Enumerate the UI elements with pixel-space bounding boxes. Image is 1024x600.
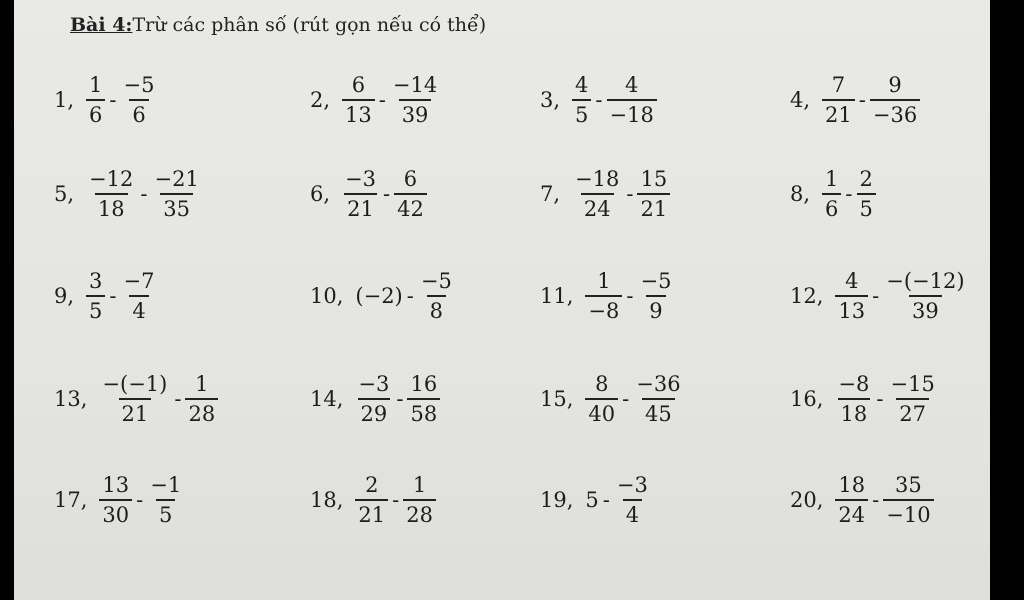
second-fraction: [403, 472, 436, 528]
problem-16: [790, 371, 940, 427]
first-fraction: [99, 371, 170, 427]
numerator: 8: [595, 372, 609, 396]
denominator: 18: [838, 398, 871, 427]
first-fraction: [835, 268, 868, 324]
numerator: 1: [597, 269, 611, 293]
numerator: −3: [616, 473, 648, 497]
exercise-number: Bài 4:: [70, 14, 133, 36]
first-fraction: [342, 166, 379, 222]
problem-number: 17,: [54, 488, 88, 512]
minus-sign: -: [109, 88, 117, 112]
first-fraction: [99, 472, 132, 528]
second-fraction: [637, 166, 670, 222]
second-fraction: [185, 371, 218, 427]
numerator: −36: [636, 372, 681, 396]
problem-number: 1,: [54, 88, 75, 112]
second-fraction: [394, 166, 427, 222]
denominator: 24: [581, 193, 614, 222]
numerator: −(−12): [886, 269, 965, 293]
denominator: 6: [129, 99, 148, 128]
problem-number: 15,: [540, 387, 574, 411]
numerator: 4: [575, 73, 589, 97]
problem-number: 9,: [54, 284, 75, 308]
denominator: 39: [909, 295, 942, 324]
first-fraction: [822, 166, 841, 222]
problem-2: [310, 72, 442, 128]
denominator: 5: [156, 499, 175, 528]
second-fraction: [407, 371, 440, 427]
numerator: 15: [640, 167, 668, 191]
denominator: 21: [119, 398, 152, 427]
denominator: 42: [394, 193, 427, 222]
minus-sign: -: [392, 488, 400, 512]
problem-4: [790, 72, 922, 128]
numerator: 4: [845, 269, 859, 293]
problem-number: 2,: [310, 88, 331, 112]
minus-sign: -: [174, 387, 182, 411]
denominator: 4: [623, 499, 642, 528]
problem-number: 18,: [310, 488, 344, 512]
minus-sign: -: [626, 182, 634, 206]
problem-number: 12,: [790, 284, 824, 308]
first-fraction: [86, 166, 136, 222]
denominator: 58: [407, 398, 440, 427]
problem-number: 13,: [54, 387, 88, 411]
minus-sign: -: [140, 182, 148, 206]
numerator: 1: [412, 473, 427, 497]
second-fraction: [887, 371, 937, 427]
numerator: −3: [358, 372, 390, 396]
denominator: 39: [399, 99, 432, 128]
numerator: 6: [351, 73, 366, 97]
numerator: 35: [895, 473, 922, 497]
minus-sign: -: [595, 88, 603, 112]
denominator: 21: [344, 193, 377, 222]
problem-number: 20,: [790, 488, 824, 512]
numerator: 18: [838, 473, 866, 497]
numerator: 9: [888, 73, 902, 97]
denominator: 8: [427, 295, 446, 324]
problem-18: [310, 472, 438, 528]
first-fraction: [835, 472, 868, 528]
numerator: −5: [123, 73, 155, 97]
denominator: −8: [585, 295, 622, 324]
numerator: −18: [575, 167, 620, 191]
minus-sign: -: [626, 284, 634, 308]
minus-sign: -: [858, 88, 866, 112]
first-fraction: [585, 268, 622, 324]
exercise-title: [70, 14, 486, 36]
denominator: 24: [835, 499, 868, 528]
second-fraction: [857, 166, 876, 222]
numerator: 6: [403, 167, 418, 191]
denominator: −36: [870, 99, 920, 128]
problem-1: [54, 72, 160, 128]
numerator: 13: [102, 473, 130, 497]
denominator: 5: [572, 99, 591, 128]
numerator: −3: [345, 167, 377, 191]
first-fraction: [355, 472, 388, 528]
denominator: 13: [835, 295, 868, 324]
numerator: 16: [410, 372, 438, 396]
second-fraction: [121, 268, 158, 324]
numerator: 1: [195, 372, 209, 396]
denominator: 28: [403, 499, 436, 528]
second-fraction: [614, 472, 651, 528]
problem-number: 6,: [310, 182, 331, 206]
problem-number: 8,: [790, 182, 811, 206]
minus-sign: -: [383, 182, 391, 206]
numerator: −12: [89, 167, 134, 191]
numerator: 7: [831, 73, 846, 97]
problem-number: 11,: [540, 284, 574, 308]
second-fraction: [151, 166, 201, 222]
second-fraction: [637, 268, 674, 324]
problem-20: [790, 472, 936, 528]
problem-14: [310, 371, 442, 427]
problem-number: 3,: [540, 88, 561, 112]
numerator: −5: [640, 269, 672, 293]
numerator: −5: [420, 269, 452, 293]
first-fraction: [572, 166, 622, 222]
first-fraction: [822, 72, 855, 128]
denominator: 27: [896, 398, 929, 427]
numerator: 1: [825, 167, 839, 191]
denominator: 18: [95, 193, 128, 222]
first-fraction: [572, 72, 591, 128]
minus-sign: -: [845, 182, 853, 206]
problem-15: [540, 371, 686, 427]
denominator: 30: [99, 499, 132, 528]
exercise-instruction: Trừ các phân số (rút gọn nếu có thể): [132, 14, 487, 36]
numerator: 3: [89, 269, 103, 293]
numerator: −1: [150, 473, 182, 497]
problem-19: [540, 472, 653, 528]
minus-sign: -: [872, 488, 880, 512]
first-fraction: [835, 371, 872, 427]
second-fraction: [147, 472, 184, 528]
problem-10: [310, 268, 457, 324]
problem-9: [54, 268, 160, 324]
first-fraction: [86, 268, 105, 324]
problem-12: [790, 268, 970, 324]
problem-11: [540, 268, 676, 324]
denominator: 21: [637, 193, 670, 222]
denominator: 45: [642, 398, 675, 427]
problem-17: [54, 472, 186, 528]
second-fraction: [418, 268, 455, 324]
second-fraction: [883, 268, 967, 324]
denominator: 40: [585, 398, 618, 427]
second-fraction: [870, 72, 920, 128]
numerator: 2: [365, 473, 379, 497]
problem-5: [54, 166, 204, 222]
numerator: −14: [392, 73, 438, 97]
problem-number: 4,: [790, 88, 811, 112]
problem-number: 5,: [54, 182, 75, 206]
second-fraction: [883, 472, 933, 528]
minus-sign: -: [406, 284, 414, 308]
first-fraction: [86, 72, 105, 128]
denominator: 28: [185, 398, 218, 427]
whole-number: (−2): [355, 284, 403, 308]
worksheet-paper: [14, 0, 990, 600]
first-fraction: [585, 371, 618, 427]
numerator: 2: [859, 167, 873, 191]
problem-7: [540, 166, 672, 222]
denominator: 9: [646, 295, 665, 324]
denominator: −18: [607, 99, 657, 128]
numerator: −(−1): [102, 372, 168, 396]
denominator: 6: [86, 99, 105, 128]
problem-number: 16,: [790, 387, 824, 411]
denominator: 21: [355, 499, 388, 528]
denominator: 5: [857, 193, 876, 222]
denominator: 5: [86, 295, 105, 324]
whole-number: 5: [585, 488, 599, 512]
denominator: 13: [342, 99, 375, 128]
numerator: −7: [123, 269, 155, 293]
second-fraction: [390, 72, 440, 128]
minus-sign: -: [622, 387, 630, 411]
numerator: 1: [89, 73, 103, 97]
minus-sign: -: [396, 387, 404, 411]
problem-13: [54, 371, 220, 427]
second-fraction: [607, 72, 657, 128]
problem-3: [540, 72, 659, 128]
numerator: −15: [890, 372, 935, 396]
minus-sign: -: [378, 88, 386, 112]
denominator: 4: [129, 295, 148, 324]
first-fraction: [355, 371, 392, 427]
problem-number: 10,: [310, 284, 344, 308]
second-fraction: [121, 72, 158, 128]
problem-8: [790, 166, 878, 222]
minus-sign: -: [136, 488, 144, 512]
numerator: −21: [154, 167, 199, 191]
problem-number: 7,: [540, 182, 561, 206]
first-fraction: [342, 72, 375, 128]
numerator: −8: [838, 372, 870, 396]
minus-sign: -: [872, 284, 880, 308]
second-fraction: [633, 371, 683, 427]
minus-sign: -: [109, 284, 117, 308]
denominator: −10: [883, 499, 933, 528]
minus-sign: -: [602, 488, 610, 512]
denominator: 21: [822, 99, 855, 128]
problem-number: 19,: [540, 488, 574, 512]
problem-number: 14,: [310, 387, 344, 411]
minus-sign: -: [876, 387, 884, 411]
denominator: 35: [160, 193, 193, 222]
numerator: 4: [625, 73, 639, 97]
denominator: 29: [358, 398, 391, 427]
denominator: 6: [822, 193, 841, 222]
problem-6: [310, 166, 429, 222]
